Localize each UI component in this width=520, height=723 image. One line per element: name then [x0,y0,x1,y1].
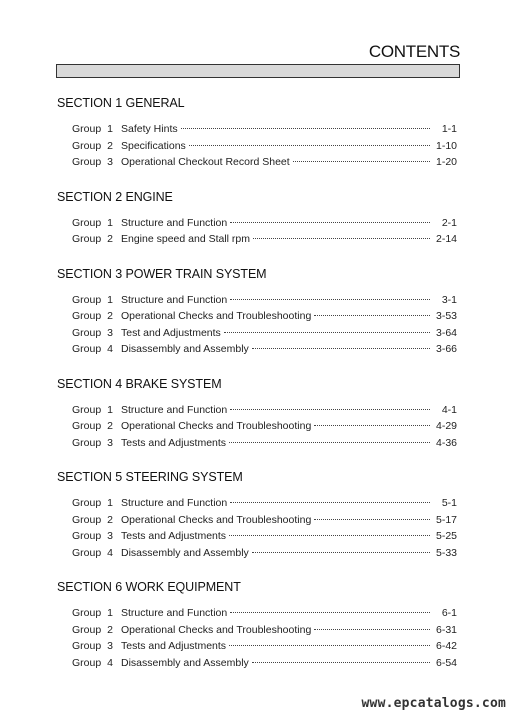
toc-section [57,580,457,673]
dot-leader [230,409,430,410]
toc-section [57,96,457,173]
group-number: 4 [107,343,113,355]
entry-title: Operational Checks and Troubleshooting [121,310,312,322]
entry-title: Tests and Adjustments [121,530,227,542]
group-number: 2 [107,139,113,152]
toc-entry[interactable] [72,437,457,454]
page-number: 5-17 [435,513,457,526]
page-number: 3-1 [441,293,457,306]
toc-entry[interactable] [72,140,457,157]
group-label: Group [72,403,102,416]
dot-leader [230,502,430,503]
group-label: Group [72,607,102,619]
watermark: www.epcatalogs.com [361,696,506,711]
dot-leader [253,238,430,239]
entry-title: Disassembly and Assembly [121,546,249,559]
dot-leader [293,161,430,162]
page-number: 5-33 [435,546,457,559]
toc-section [57,470,457,563]
group-number: 2 [107,623,113,636]
group-number: 4 [107,656,113,669]
page-number: 6-1 [441,607,457,619]
group-number: 3 [107,436,113,449]
dot-leader [181,128,430,129]
page-number: 3-66 [435,343,457,355]
toc-entry[interactable] [72,343,457,360]
page-number: 1-20 [435,156,457,168]
entry-title: Operational Checks and Troubleshooting [121,420,312,432]
entry-title: Operational Checks and Troubleshooting [121,513,312,526]
title-bar [56,64,460,78]
toc-entry[interactable] [72,607,457,624]
toc-entry[interactable] [72,123,457,140]
group-label: Group [72,293,102,306]
group-number: 2 [107,420,113,432]
page-number: 3-53 [435,310,457,322]
section-heading: SECTION 3 POWER TRAIN SYSTEM [57,266,267,281]
dot-leader [230,222,430,223]
group-number: 3 [107,326,113,339]
toc-entry[interactable] [72,657,457,674]
dot-leader [229,645,430,646]
toc-entry[interactable] [72,156,457,173]
section-heading: SECTION 6 WORK EQUIPMENT [57,580,241,594]
toc-entry[interactable] [72,640,457,657]
toc-entry[interactable] [72,294,457,311]
entry-title: Engine speed and Stall rpm [121,233,250,245]
group-number: 2 [107,310,113,322]
group-number: 1 [107,497,113,509]
dot-leader [314,519,430,520]
group-number: 2 [107,513,113,526]
toc-entry[interactable] [72,420,457,437]
group-number: 3 [107,530,113,542]
toc-section [57,377,457,454]
group-label: Group [72,656,102,669]
group-number: 3 [107,156,113,168]
page-number: 4-1 [441,403,457,416]
page-number: 1-1 [441,123,457,135]
entry-title: Safety Hints [121,123,178,135]
group-label: Group [72,343,102,355]
entry-title: Tests and Adjustments [121,640,227,652]
entry-title: Disassembly and Assembly [121,343,249,355]
group-number: 1 [107,216,113,229]
group-number: 1 [107,607,113,619]
page-number: 6-42 [435,640,457,652]
toc-section [57,267,457,360]
page-number: 5-1 [441,497,457,509]
toc-section [57,190,457,250]
group-number: 3 [107,640,113,652]
entry-title: Test and Adjustments [121,326,221,339]
toc-entry[interactable] [72,327,457,344]
group-label: Group [72,139,102,152]
dot-leader [230,612,430,613]
page-number: 1-10 [435,139,457,152]
dot-leader [229,535,430,536]
toc-entry[interactable] [72,530,457,547]
dot-leader [252,348,430,349]
table-of-contents [57,96,457,690]
group-label: Group [72,216,102,229]
group-number: 1 [107,293,113,306]
dot-leader [252,662,430,663]
toc-entry[interactable] [72,404,457,421]
group-label: Group [72,436,102,449]
entry-title: Specifications [121,139,186,152]
toc-entry[interactable] [72,217,457,234]
dot-leader [229,442,430,443]
dot-leader [314,629,430,630]
section-heading: SECTION 5 STEERING SYSTEM [57,470,243,484]
entry-title: Structure and Function [121,607,228,619]
group-label: Group [72,233,102,245]
page-number: 2-14 [435,233,457,245]
group-label: Group [72,310,102,322]
page-number: 6-31 [435,623,457,636]
entry-title: Structure and Function [121,293,228,306]
group-label: Group [72,326,102,339]
group-label: Group [72,640,102,652]
toc-entry[interactable] [72,514,457,531]
group-label: Group [72,156,102,168]
toc-entry[interactable] [72,624,457,641]
dot-leader [224,332,430,333]
entry-title: Operational Checkout Record Sheet [121,156,290,168]
page-number: 4-29 [435,420,457,432]
dot-leader [252,552,430,553]
section-heading: SECTION 4 BRAKE SYSTEM [57,376,222,391]
page-number: 4-36 [435,436,457,449]
page-title: CONTENTS [368,42,460,61]
dot-leader [230,299,430,300]
group-number: 2 [107,233,113,245]
entry-title: Structure and Function [121,403,228,416]
entry-title: Operational Checks and Troubleshooting [121,623,312,636]
toc-entry[interactable] [72,233,457,250]
toc-entry[interactable] [72,547,457,564]
group-number: 1 [107,123,113,135]
group-label: Group [72,546,102,559]
group-label: Group [72,530,102,542]
group-label: Group [72,513,102,526]
entry-title: Tests and Adjustments [121,436,227,449]
section-heading: SECTION 2 ENGINE [57,189,173,204]
group-label: Group [72,623,102,636]
page-number: 6-54 [435,656,457,669]
dot-leader [314,425,430,426]
toc-entry[interactable] [72,497,457,514]
section-heading: SECTION 1 GENERAL [57,96,185,110]
toc-entry[interactable] [72,310,457,327]
group-label: Group [72,497,102,509]
entry-title: Disassembly and Assembly [121,656,249,669]
entry-title: Structure and Function [121,497,228,509]
dot-leader [189,145,430,146]
page-number: 5-25 [435,530,457,542]
group-number: 4 [107,546,113,559]
dot-leader [314,315,430,316]
group-label: Group [72,123,102,135]
entry-title: Structure and Function [121,216,228,229]
page-number: 3-64 [435,326,457,339]
group-label: Group [72,420,102,432]
page-number: 2-1 [441,216,457,229]
group-number: 1 [107,403,113,416]
